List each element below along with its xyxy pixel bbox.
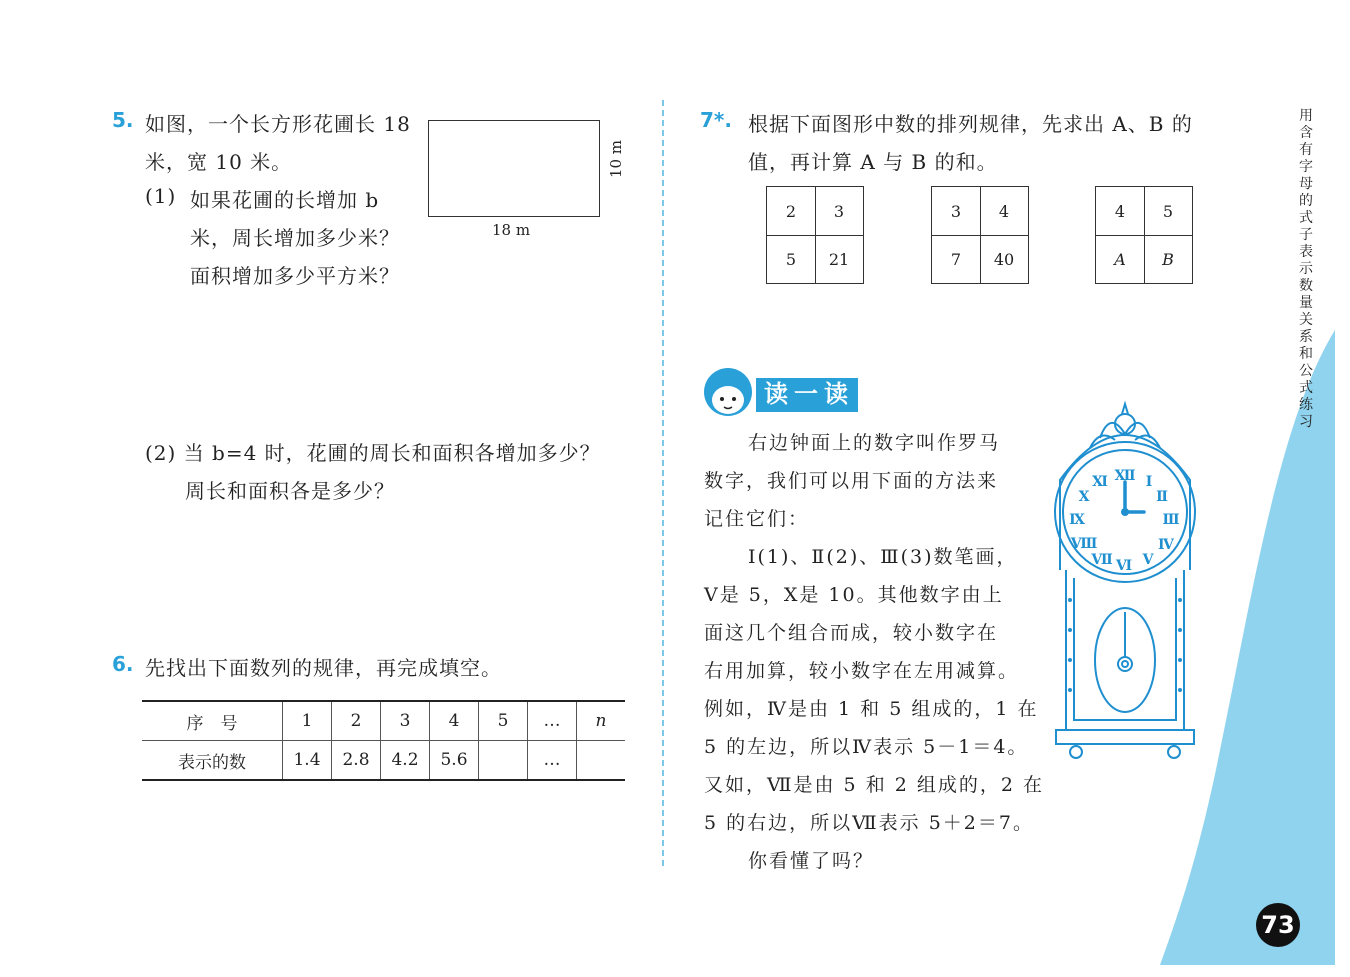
- q5-part1-number: (1): [145, 184, 177, 208]
- answer-blank[interactable]: [577, 741, 626, 781]
- page-divider: [662, 100, 664, 870]
- table-cell: 3: [381, 701, 430, 741]
- table-cell: 4.2: [381, 741, 430, 781]
- q6-number: 6.: [112, 652, 134, 676]
- clock-numeral: Ⅰ: [1145, 474, 1153, 490]
- width-label: 10 m: [607, 139, 625, 179]
- grid-cell: 4: [1114, 201, 1126, 221]
- reading-line: 右用加算，较小数字在左用减算。: [704, 660, 1020, 682]
- q6-text: 先找出下面数列的规律，再完成填空。: [145, 656, 502, 680]
- table-cell: 5: [479, 701, 528, 741]
- grid-cell: 3: [950, 201, 962, 221]
- grid-cell: B: [1162, 249, 1174, 269]
- table-cell: 序 号: [142, 701, 283, 741]
- clock-numeral: Ⅻ: [1114, 468, 1136, 484]
- reading-line: 5 的右边，所以Ⅶ表示 5＋2＝7。: [704, 812, 1034, 834]
- clock-numeral: Ⅲ: [1162, 512, 1180, 528]
- reading-line: 又如，Ⅶ是由 5 和 2 组成的，2 在: [704, 774, 1044, 796]
- reading-line: 记住它们：: [704, 508, 810, 530]
- q5-part2-line2: 周长和面积各是多少？: [185, 479, 395, 503]
- clock-numeral: Ⅳ: [1158, 537, 1174, 553]
- reading-line: 面这几个组合而成，较小数字在: [704, 622, 999, 644]
- table-cell: 2.8: [332, 741, 381, 781]
- grid-cell: 4: [998, 201, 1010, 221]
- reading-line: 你看懂了吗？: [748, 850, 875, 872]
- q5-part1-line3: 面积增加多少平方米？: [190, 264, 400, 288]
- reading-line: 5 的左边，所以Ⅳ表示 5－1＝4。: [704, 736, 1029, 758]
- table-cell: 2: [332, 701, 381, 741]
- girl-face-icon: [700, 362, 760, 418]
- table-cell: 1: [283, 701, 332, 741]
- table-cell: …: [528, 701, 577, 741]
- grid-cell: 21: [828, 249, 850, 269]
- roman-clock-illustration: [1040, 400, 1210, 772]
- q7-line1: 根据下面图形中数的排列规律，先求出 A、B 的: [748, 112, 1193, 136]
- q5-part2-line1: (2) 当 b=4 时，花圃的周长和面积各增加多少？: [145, 441, 601, 465]
- reading-passage: [704, 424, 1044, 880]
- table-cell: …: [528, 741, 577, 781]
- q5-line2: 米，宽 10 米。: [145, 150, 293, 174]
- clock-numeral: Ⅴ: [1142, 552, 1154, 568]
- page-number: 73: [1256, 903, 1300, 947]
- table-cell: 1.4: [283, 741, 332, 781]
- number-grid-2: [931, 186, 1029, 284]
- clock-numeral: Ⅸ: [1069, 512, 1085, 528]
- grid-cell: 3: [833, 201, 845, 221]
- table-row: [142, 701, 625, 741]
- reading-line: 例如，Ⅳ是由 1 和 5 组成的，1 在: [704, 698, 1039, 720]
- q5-line1: 如图，一个长方形花圃长 18: [145, 112, 411, 136]
- table-cell: 表示的数: [142, 741, 283, 781]
- q7-line2: 值，再计算 A 与 B 的和。: [748, 150, 998, 174]
- reading-line: 右边钟面上的数字叫作罗马: [748, 432, 1001, 454]
- q5-number: 5.: [112, 108, 134, 132]
- number-grid-3: [1095, 186, 1193, 284]
- grid-cell: 5: [1162, 201, 1174, 221]
- clock-numeral: Ⅱ: [1156, 489, 1168, 505]
- clock-numeral: Ⅺ: [1092, 474, 1108, 490]
- answer-blank[interactable]: [479, 741, 528, 781]
- clock-numeral: Ⅵ: [1115, 558, 1133, 574]
- grid-cell: 5: [785, 249, 797, 269]
- table-row: [142, 741, 625, 781]
- grid-cell: 40: [993, 249, 1015, 269]
- table-cell: n: [577, 701, 626, 741]
- q7-number: 7*.: [700, 108, 732, 132]
- grid-cell: 2: [785, 201, 797, 221]
- number-grid-1: [766, 186, 864, 284]
- table-cell: 4: [430, 701, 479, 741]
- q5-part1-line2: 米，周长增加多少米？: [190, 226, 400, 250]
- reading-line: Ⅴ是 5，Ⅹ是 10。其他数字由上: [704, 584, 1004, 606]
- grid-cell: 7: [950, 249, 962, 269]
- chapter-sidebar-title: 用含有字母的式子表示数量关系和公式练习: [1299, 108, 1313, 430]
- table-cell: 5.6: [430, 741, 479, 781]
- reading-line: Ⅰ(1)、Ⅱ(2)、Ⅲ(3)数笔画，: [748, 546, 1018, 568]
- garden-rectangle: [428, 120, 600, 217]
- clock-numeral: Ⅶ: [1091, 552, 1113, 568]
- grid-cell: A: [1114, 249, 1126, 269]
- reading-title: 读一读: [764, 379, 854, 408]
- clock-numeral: Ⅷ: [1070, 536, 1098, 552]
- q5-part1-line1: 如果花圃的长增加 b: [190, 188, 380, 212]
- clock-numeral: Ⅹ: [1078, 489, 1090, 505]
- length-label: 18 m: [492, 221, 531, 239]
- reading-title-banner: [756, 378, 858, 412]
- reading-line: 数字，我们可以用下面的方法来: [704, 470, 999, 492]
- sequence-table: [142, 700, 625, 781]
